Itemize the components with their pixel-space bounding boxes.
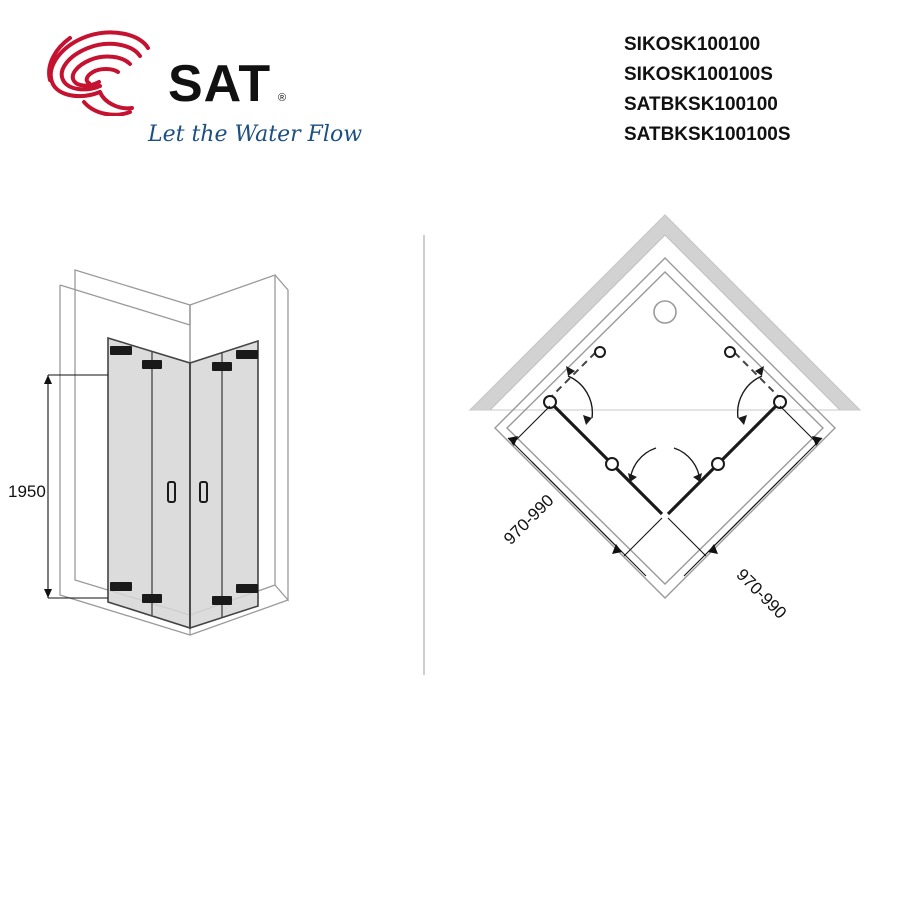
- top-view-drawing: [440, 210, 900, 680]
- brand-tagline: Let the Water Flow: [148, 122, 363, 147]
- drain-icon: [654, 301, 676, 323]
- sat-swirl-logo-icon: [40, 30, 160, 116]
- product-code: SIKOSK100100: [624, 34, 761, 55]
- brand-logo: [40, 30, 380, 150]
- product-code: SATBKSK100100S: [624, 124, 791, 146]
- product-code-list: [624, 30, 884, 150]
- brand-name: SAT: [168, 55, 272, 113]
- width-dimension-label-right: 970-990: [732, 565, 791, 623]
- registered-mark: ®: [278, 92, 287, 104]
- section-divider: [422, 235, 426, 675]
- front-view-drawing: [0, 210, 430, 680]
- product-code: SIKOSK100100S: [624, 64, 773, 86]
- width-dimension-label-left: 970-990: [500, 490, 558, 549]
- product-code: SATBKSK100100: [624, 94, 778, 116]
- height-dimension-label: 1950: [8, 482, 46, 501]
- technical-drawings: [0, 210, 900, 690]
